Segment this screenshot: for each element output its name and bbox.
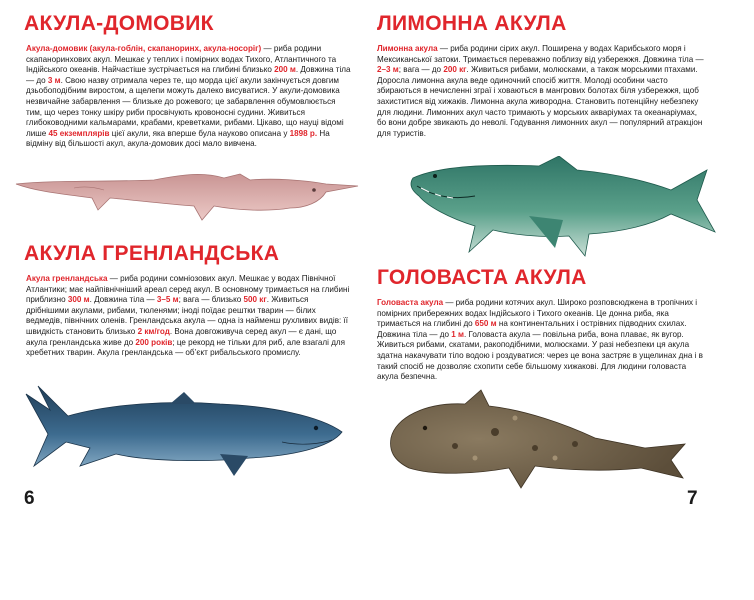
greenland-shark-image <box>20 382 346 482</box>
greenland-shark-title: АКУЛА ГРЕНЛАНДСЬКА <box>24 242 280 265</box>
lemon-shark-text: Лимонна акула — риба родини сірих акул. Поширена у водах Карибського моря і Мексиканської затоки. Тримається переважно поблизу від узбережжя. Довжина тіла — 2–3 м; вага — до 200 кг. Живиться рибами, молюсками, а також морськими птахами. Доросла лимонна акула веде одиночний спосіб життя. Молоді особини часто збираються в нечисленні зграї і ховаються в мангрових болотах біля узбережжя, щоб захиститися від хижаків. Лимонна акула живородна. Становить потенційну небезпеку для людини. Лимонних акул часто тримають у морських акваріумах та океанаріумах, бо вони добре звикають до неволі. Годування лимонних акул — популярний атракціон для туристів. <box>377 44 704 138</box>
goblin-shark-name: Акула-домовик (акула-гоблін, скапаноринх, акула-носорiг) <box>26 44 262 53</box>
greenland-shark-name: Акула гренландська <box>26 274 108 283</box>
page-number-left: 6 <box>24 488 35 509</box>
page-bottom-margin <box>0 520 754 600</box>
greenland-shark-text: Акула гренландська — риба родини сомнiозових акул. Мешкає у водах Північної Атлантики; має найпівнічніший ареал серед акул. В основному тримається на глибині приблизно 300 м. Довжина тіла — 3–5 м; вага — близько 500 кг. Живиться дрібнішими акулами, рибами, тюленями; іноді поїдає рештки тварин — білих ведмедів, північних оленів. Гренландська акула — одна із найменш рухливих видів: її швидкість становить близько 2 км/год. Вона довгоживуча серед акул — є дані, що акула гренландська живе до 200 років; це рекорд не тільки для риб, але взагалі для хребетних тварин. Акула гренландська — об’єкт рибальського промислу. <box>26 274 350 358</box>
lemon-shark-title: ЛИМОННА АКУЛА <box>377 12 567 35</box>
swell-shark-title: ГОЛОВАСТА АКУЛА <box>377 266 587 289</box>
swell-shark-name: Головаста акула <box>377 298 444 307</box>
left-page <box>0 0 377 520</box>
lemon-shark-image <box>409 156 717 264</box>
swell-shark-text: Головаста акула — риба родини котячих акул. Широко розповсюджена в тропічних і помірних прибережних водах Індійського і Тихого океанів. Це донна риба, яка тримається на глибині до 650 м на континентальних і острівних підводних схилах. Довжина тіла — до 1 м. Головаста акула — повільна риба, вона плаває, як вугор. Живиться рибами, скатами, ракоподібними, молюсками. У разі небезпеки ця акула здатна накачувати тіло водою і роздуватися: через це вона застряє в ущелинах дна і в такий спосіб не дозволяє схопити себе більшому хижакові. Для людини головаста акула безпечна. <box>377 298 703 382</box>
page-number-right: 7 <box>687 488 698 509</box>
right-page <box>377 0 754 520</box>
goblin-shark-title: АКУЛА-ДОМОВИК <box>24 12 214 35</box>
swell-shark-image <box>385 388 689 496</box>
goblin-shark-image <box>14 168 360 222</box>
lemon-shark-name: Лимонна акула <box>377 44 438 53</box>
goblin-shark-text: Акула-домовик (акула-гоблін, скапаноринх, акула-носорiг) — риба родини скапаноринхових акул. Мешкає у теплих і помірних водах Тихого, Атлантичного та Індійського океанів. Найчастіше зустрічається на глибині близько 200 м. Довжина тіла — до 3 м. Свою назву отримала через те, що морда цієї акули закінчується довгим дзьобоподібним виростом, а щелепи можуть далеко висуватися. У акули-домовика незвичайне забарвлення — близьке до рожевого; це забарвлення обумовлюється тим, що через тонку шкіру риби просвічують кровоносні судини. Живиться глибоководними кальмарами, крабами, креветками, рибами. Цікаво, що науці відомі лише 45 екземплярів цієї акули, яка вперше була науково описана у 1898 р. На відміну від більшості акул, акула-домовик досі мало вивчена. <box>26 44 351 149</box>
